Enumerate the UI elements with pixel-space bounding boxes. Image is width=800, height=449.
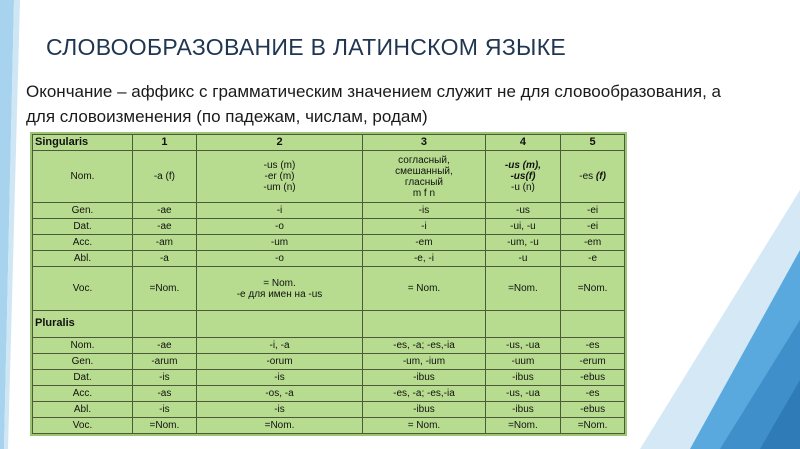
table-cell: = Nom.: [363, 267, 485, 310]
table-cell: -is: [196, 401, 362, 417]
row-label: Acc.: [33, 235, 133, 251]
row-label: Abl.: [33, 251, 133, 267]
table-row: [33, 354, 625, 370]
plural-header: Pluralis: [33, 310, 133, 337]
empty-cell: [561, 310, 625, 337]
table-cell: -us: [485, 203, 561, 219]
table-cell: = Nom.: [363, 417, 485, 433]
table-row: [33, 251, 625, 267]
table-cell: -orum: [196, 354, 362, 370]
table-cell: -is: [196, 370, 362, 386]
table-cell: 3: [363, 135, 485, 151]
table-cell: =Nom.: [561, 267, 625, 310]
table-row: [33, 385, 625, 401]
table-cell: =Nom.: [561, 417, 625, 433]
slide-title: СЛОВООБРАЗОВАНИЕ В ЛАТИНСКОМ ЯЗЫКЕ: [46, 34, 567, 60]
table-cell: -as: [133, 385, 197, 401]
table-cell: =Nom.: [133, 267, 197, 310]
table-cell: -ei: [561, 219, 625, 235]
table-cell: согласный, смешанный, гласный m f n: [363, 150, 485, 202]
table-cell: -is: [133, 401, 197, 417]
row-label: Gen.: [33, 203, 133, 219]
table-cell: 4: [485, 135, 561, 151]
row-label: Dat.: [33, 219, 133, 235]
table-cell: -is: [363, 203, 485, 219]
table-cell: -ae: [133, 203, 197, 219]
table-cell: -es (f): [561, 150, 625, 202]
table-cell: 2: [196, 135, 362, 151]
table-cell: 1: [133, 135, 197, 151]
table-cell: -e, -i: [363, 251, 485, 267]
declension-table: [30, 132, 627, 436]
table-cell: -ibus: [363, 401, 485, 417]
table-cell: -a: [133, 251, 197, 267]
table-cell: -i: [196, 203, 362, 219]
table-cell: 5: [561, 135, 625, 151]
row-label: Abl.: [33, 401, 133, 417]
table-cell: -us (m) -er (m) -um (n): [196, 150, 362, 202]
table-cell: =Nom.: [485, 417, 561, 433]
table-cell: -um, -u: [485, 235, 561, 251]
table-row: [33, 235, 625, 251]
table-header-row: [33, 135, 625, 151]
row-label: Singularis: [33, 135, 133, 151]
table-row: [33, 401, 625, 417]
row-label: Nom.: [33, 150, 133, 202]
table-cell: -os, -a: [196, 385, 362, 401]
row-label: Voc.: [33, 267, 133, 310]
table-cell: -ebus: [561, 370, 625, 386]
table-cell: =Nom.: [196, 417, 362, 433]
table-cell: -is: [133, 370, 197, 386]
table-row: [33, 203, 625, 219]
table-cell: -ebus: [561, 401, 625, 417]
empty-cell: [133, 310, 197, 337]
table-cell: -ei: [561, 203, 625, 219]
table-row: [33, 338, 625, 354]
table-cell: -es, -a; -es,-ia: [363, 385, 485, 401]
table-cell: -arum: [133, 354, 197, 370]
table-cell: =Nom.: [133, 417, 197, 433]
table-cell: -em: [363, 235, 485, 251]
table-cell: -us, -ua: [485, 385, 561, 401]
table-cell: -e: [561, 251, 625, 267]
row-label: Voc.: [33, 417, 133, 433]
table-cell: =Nom.: [485, 267, 561, 310]
table-cell: -ae: [133, 219, 197, 235]
table-row: [33, 150, 625, 202]
table-row: [33, 219, 625, 235]
table-cell: -um: [196, 235, 362, 251]
table-row: [33, 370, 625, 386]
table-cell: -a (f): [133, 150, 197, 202]
table-cell: -es: [561, 385, 625, 401]
table-cell: -am: [133, 235, 197, 251]
table-cell: -es: [561, 338, 625, 354]
table-cell: -u: [485, 251, 561, 267]
empty-cell: [196, 310, 362, 337]
table-cell: -um, -ium: [363, 354, 485, 370]
table-cell: -es, -a; -es,-ia: [363, 338, 485, 354]
table-row: [33, 417, 625, 433]
row-label: Gen.: [33, 354, 133, 370]
table-cell: -uum: [485, 354, 561, 370]
table-row: [33, 267, 625, 310]
row-label: Nom.: [33, 338, 133, 354]
table-cell: -o: [196, 251, 362, 267]
empty-cell: [363, 310, 485, 337]
table-cell: -i, -a: [196, 338, 362, 354]
plural-header-row: [33, 310, 625, 337]
row-label: Dat.: [33, 370, 133, 386]
table-cell: -o: [196, 219, 362, 235]
row-label: Acc.: [33, 385, 133, 401]
table-cell: -i: [363, 219, 485, 235]
table-cell: -us (m), -us(f) -u (n): [485, 150, 561, 202]
table-cell: -ae: [133, 338, 197, 354]
table-cell: = Nom. -е для имен на -us: [196, 267, 362, 310]
slide-subtitle: Окончание – аффикс с грамматическим значением служит не для словообразования, а для словоизменения (по падежам, числам, родам): [26, 82, 722, 126]
table-cell: -ibus: [363, 370, 485, 386]
empty-cell: [485, 310, 561, 337]
table-cell: -us, -ua: [485, 338, 561, 354]
table-cell: -ibus: [485, 370, 561, 386]
table-cell: -erum: [561, 354, 625, 370]
table-cell: -em: [561, 235, 625, 251]
table-cell: -ui, -u: [485, 219, 561, 235]
table-cell: -ibus: [485, 401, 561, 417]
